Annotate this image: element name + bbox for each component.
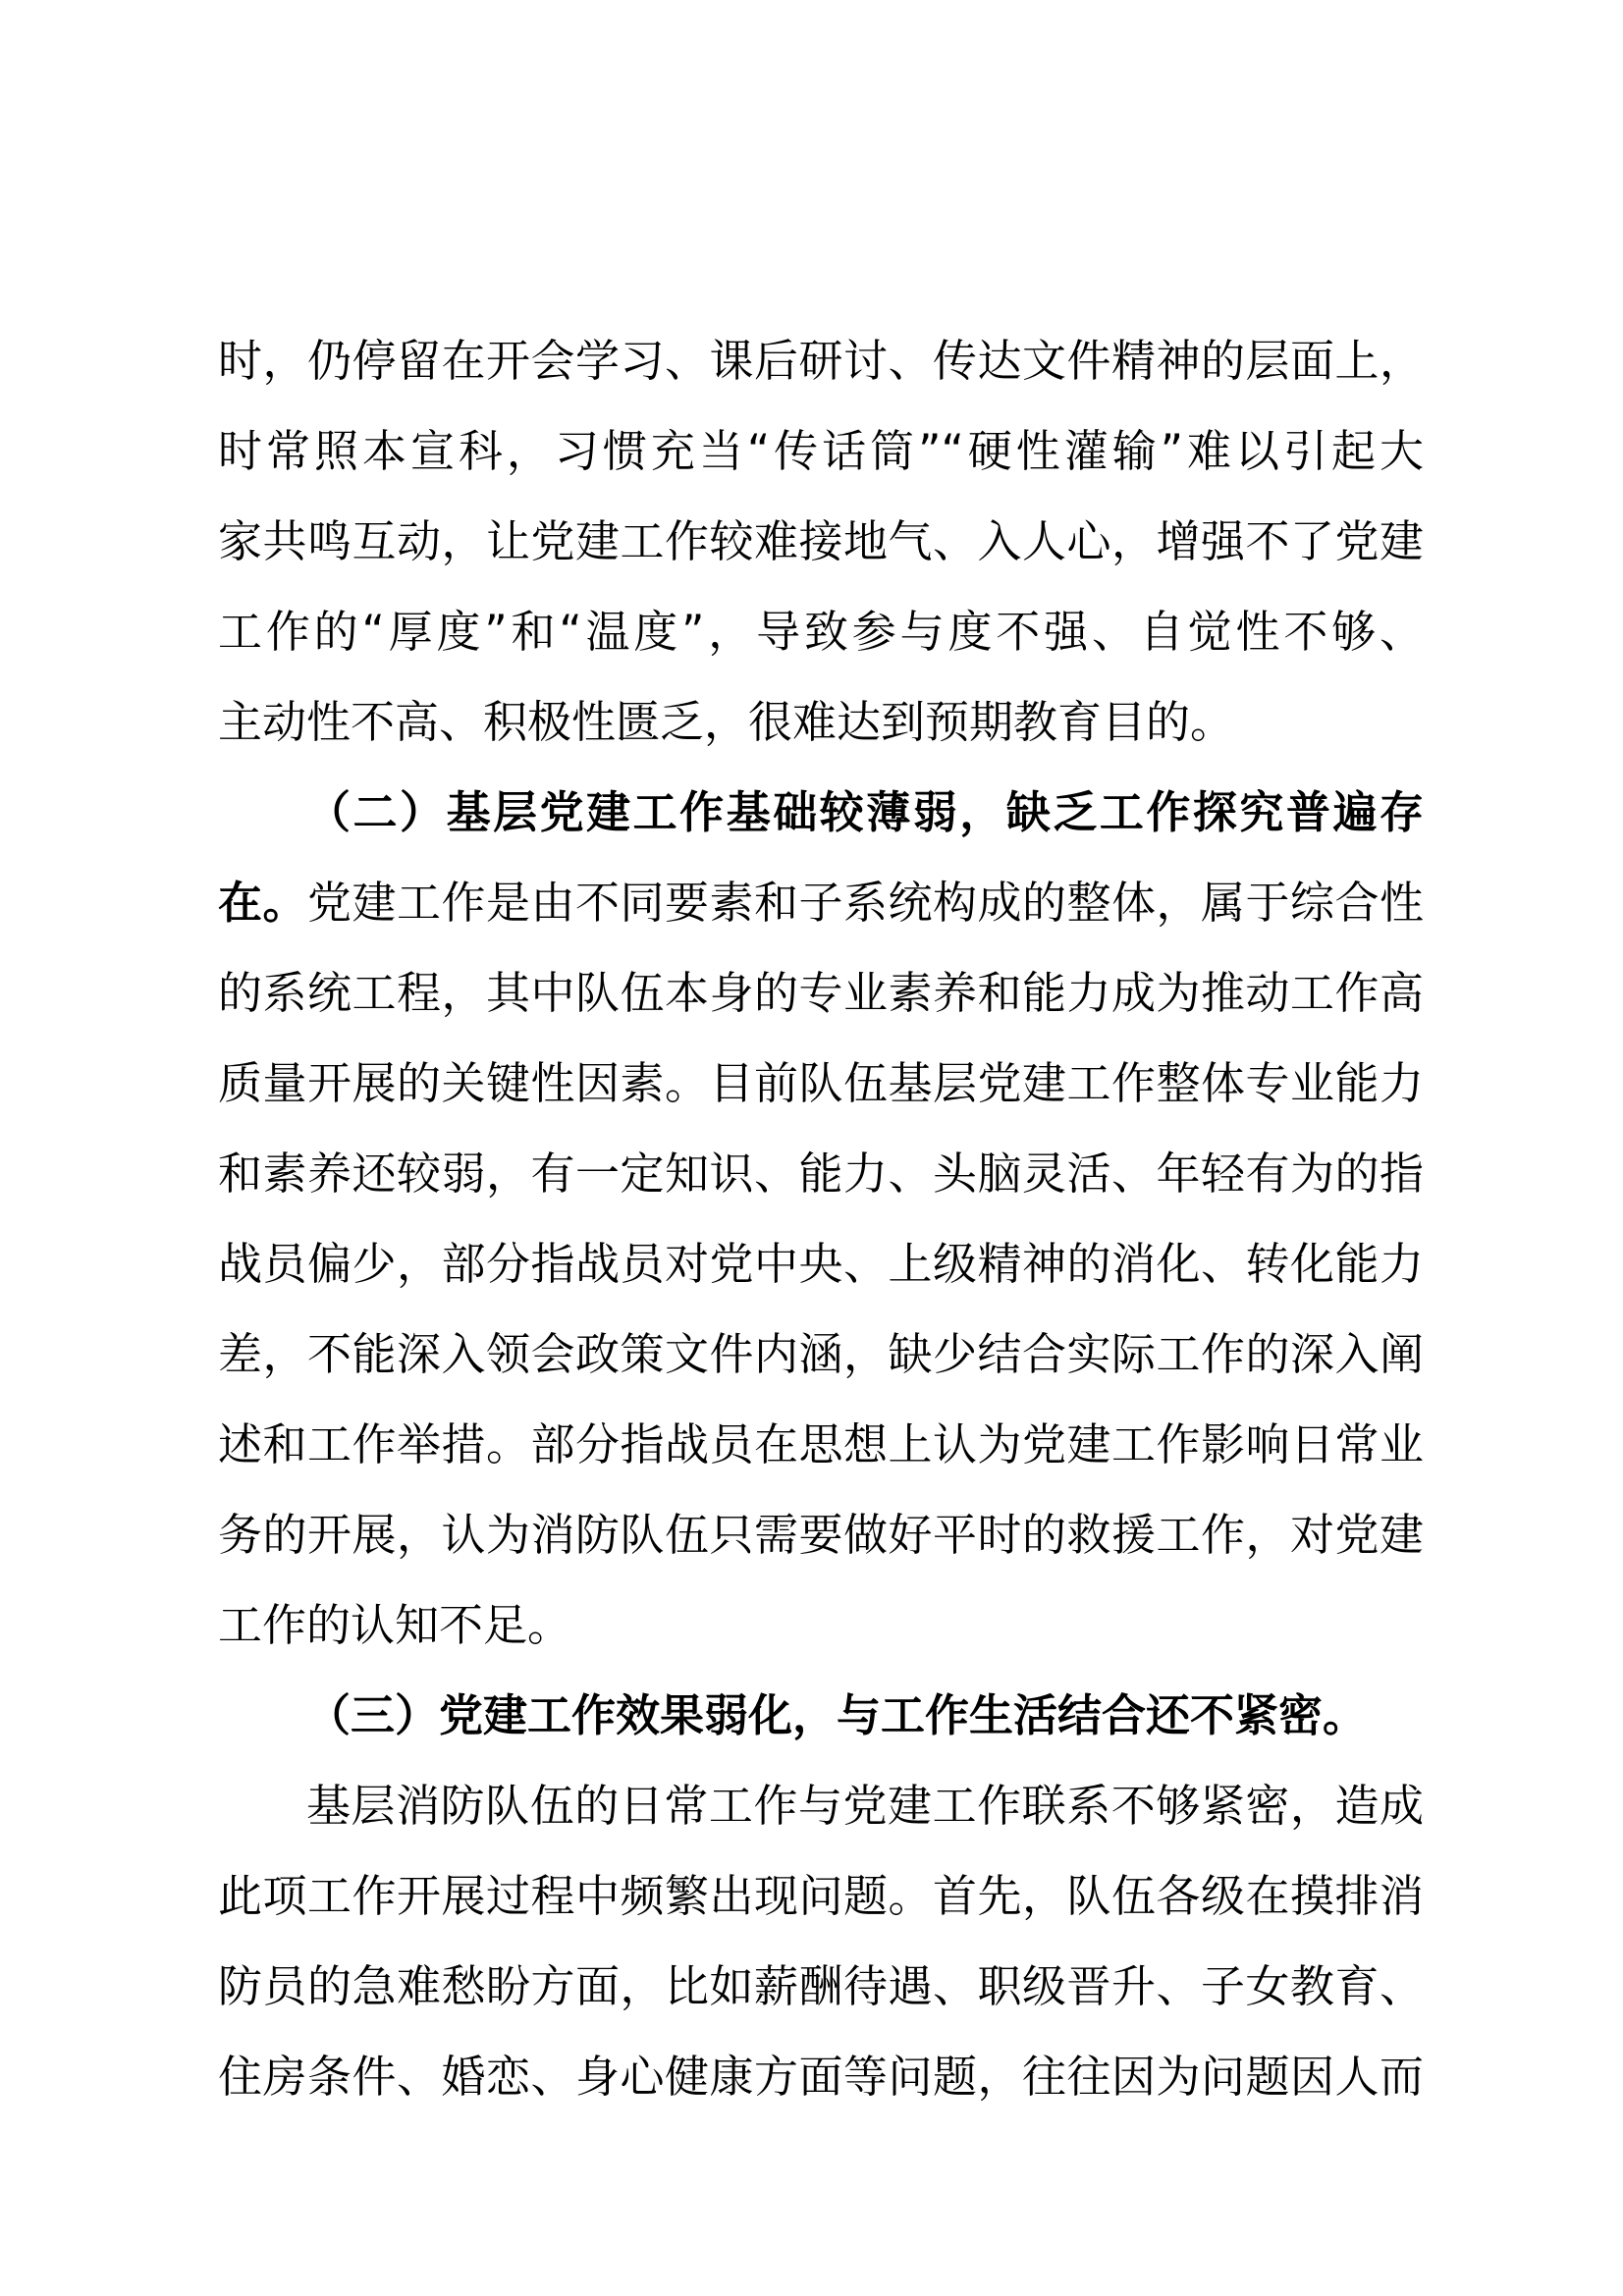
section-2-heading-end: 在。 <box>218 877 307 929</box>
text-line: 时，仍停留在开会学习、课后研讨、传达文件精神的层面上， <box>218 335 1424 387</box>
text-line: 战员偏少，部分指战员对党中央、上级精神的消化、转化能力 <box>218 1238 1424 1290</box>
paragraph-1 <box>218 316 1424 768</box>
text-line: 务的开展，认为消防队伍只需要做好平时的救援工作，对党建 <box>218 1509 1424 1561</box>
text-line: 住房条件、婚恋、身心健康方面等问题，往往因为问题因人而 <box>218 2051 1424 2103</box>
text-line: 防员的急难愁盼方面，比如薪酬待遇、职级晋升、子女教育、 <box>218 1960 1424 2012</box>
text-line: 工作的认知不足。 <box>218 1599 572 1651</box>
text-line: 主动性不高、积极性匮乏，很难达到预期教育目的。 <box>218 696 1235 748</box>
text-line: 此项工作开展过程中频繁出现问题。首先，队伍各级在摸排消 <box>218 1870 1424 1922</box>
section-2-first-sentence: 党建工作是由不同要素和子系统构成的整体，属于综合性 <box>307 877 1424 929</box>
text-line <box>218 858 1424 948</box>
section-2 <box>218 768 1424 1671</box>
section-3 <box>218 1671 1424 2122</box>
document-page <box>218 316 1424 2122</box>
text-line: 工作的“厚度”和“温度”，导致参与度不强、自觉性不够、 <box>218 606 1424 658</box>
text-line: 述和工作举措。部分指战员在思想上认为党建工作影响日常业 <box>218 1418 1424 1470</box>
text-line: 质量开展的关键性因素。目前队伍基层党建工作整体专业能力 <box>218 1057 1424 1109</box>
text-line: 和素养还较弱，有一定知识、能力、头脑灵活、年轻有为的指 <box>218 1148 1424 1200</box>
text-line: 时常照本宣科，习惯充当“传话筒”“硬性灌输”难以引起大 <box>218 425 1424 477</box>
text-line: 家共鸣互动，让党建工作较难接地气、入人心，增强不了党建 <box>218 515 1424 567</box>
text-line: 的系统工程，其中队伍本身的专业素养和能力成为推动工作高 <box>218 967 1424 1019</box>
section-3-heading: （三）党建工作效果弱化，与工作生活结合还不紧密。 <box>306 1689 1368 1741</box>
text-line: 差，不能深入领会政策文件内涵，缺少结合实际工作的深入阐 <box>218 1328 1424 1380</box>
text-line: 基层消防队伍的日常工作与党建工作联系不够紧密，造成 <box>306 1780 1424 1832</box>
section-2-heading: （二）基层党建工作基础较薄弱，缺乏工作探究普遍存 <box>306 786 1424 838</box>
